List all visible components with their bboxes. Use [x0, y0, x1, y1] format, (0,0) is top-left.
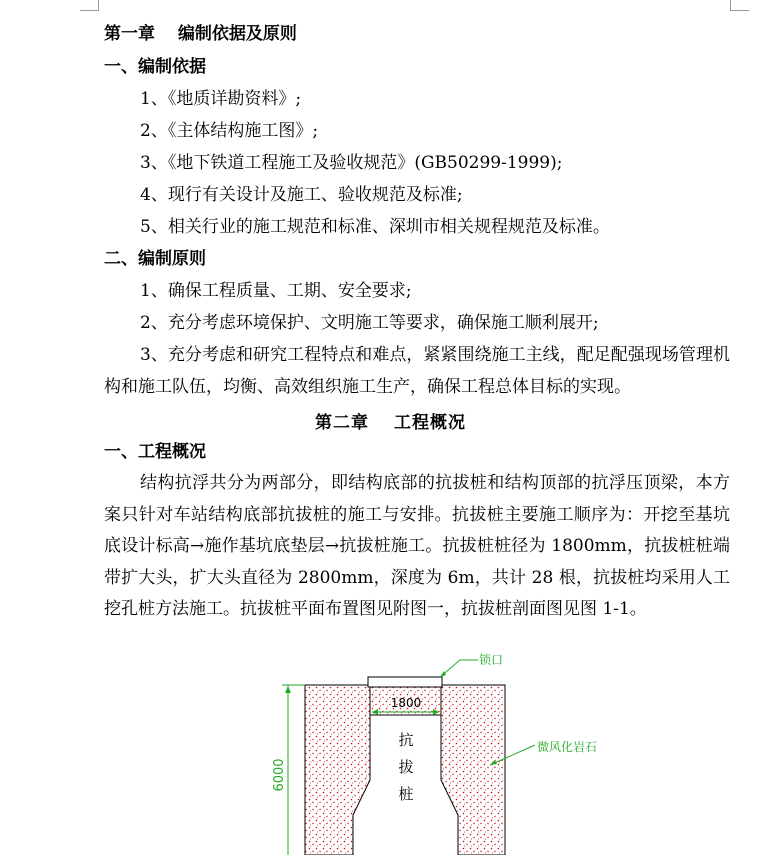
rock-label: 微风化岩石 [537, 740, 598, 754]
rock-leader [490, 739, 597, 765]
chapter2-title: 第二章 工程概况 [315, 413, 466, 433]
section-heading-principles: 二、编制原则 [104, 249, 206, 269]
basis-item-4: 4、现行有关设计及施工、验收规范及标准; [140, 185, 463, 205]
basis-item-5: 5、相关行业的施工规范和标准、深圳市相关规程规范及标准。 [140, 217, 610, 237]
depth-dimension-text: 6000 [272, 758, 287, 792]
section-heading-overview: 一、工程概况 [104, 442, 206, 462]
pile-label-char-3: 桩 [398, 785, 414, 803]
basis-item-1: 1、《地质详勘资料》; [140, 89, 302, 109]
pile-label-char-2: 拔 [398, 758, 414, 776]
principle-item-1: 1、确保工程质量、工期、安全要求; [140, 281, 412, 301]
basis-item-3: 3、《地下铁道工程施工及验收规范》(GB50299-1999); [140, 153, 563, 173]
section-heading-basis: 一、编制依据 [104, 57, 206, 77]
collar-leader [440, 652, 503, 677]
chapter1-title: 第一章 编制依据及原则 [104, 24, 297, 44]
collar-label: 锁口 [479, 653, 504, 667]
overview-paragraph-text: 结构抗浮共分为两部分，即结构底部的抗拔桩和结构顶部的抗浮压顶梁，本方案只针对车站结构底部抗拔桩的施工与安排。抗拔桩主要施工顺序为：开挖至基坑底设计标高→施作基坑底垫层→抗拔桩施工。抗拔桩桩径为 1800mm，抗拔桩桩端带扩大头，扩大头直径为 2800mm，深度为 6m，共计 28 根，抗拔桩均采用人工挖孔桩方法施工。抗拔桩平面布置图见附图一，抗拔桩剖面图见图 1-1。 [104, 473, 730, 620]
depth-dimension [272, 685, 305, 855]
pile-label-char-1: 抗 [398, 731, 414, 749]
collar-ring [368, 677, 442, 687]
width-dimension-text: 1800 [390, 696, 422, 710]
principle-item-2: 2、充分考虑环境保护、文明施工等要求，确保施工顺利展开; [140, 313, 599, 333]
pile-label [398, 731, 413, 803]
basis-item-2: 2、《主体结构施工图》; [140, 121, 319, 141]
principle-item-3-text: 3、充分考虑和研究工程特点和难点，紧紧围绕施工主线，配足配强现场管理机构和施工队伍，均衡、高效组织施工生产，确保工程总体目标的实现。 [104, 345, 730, 397]
